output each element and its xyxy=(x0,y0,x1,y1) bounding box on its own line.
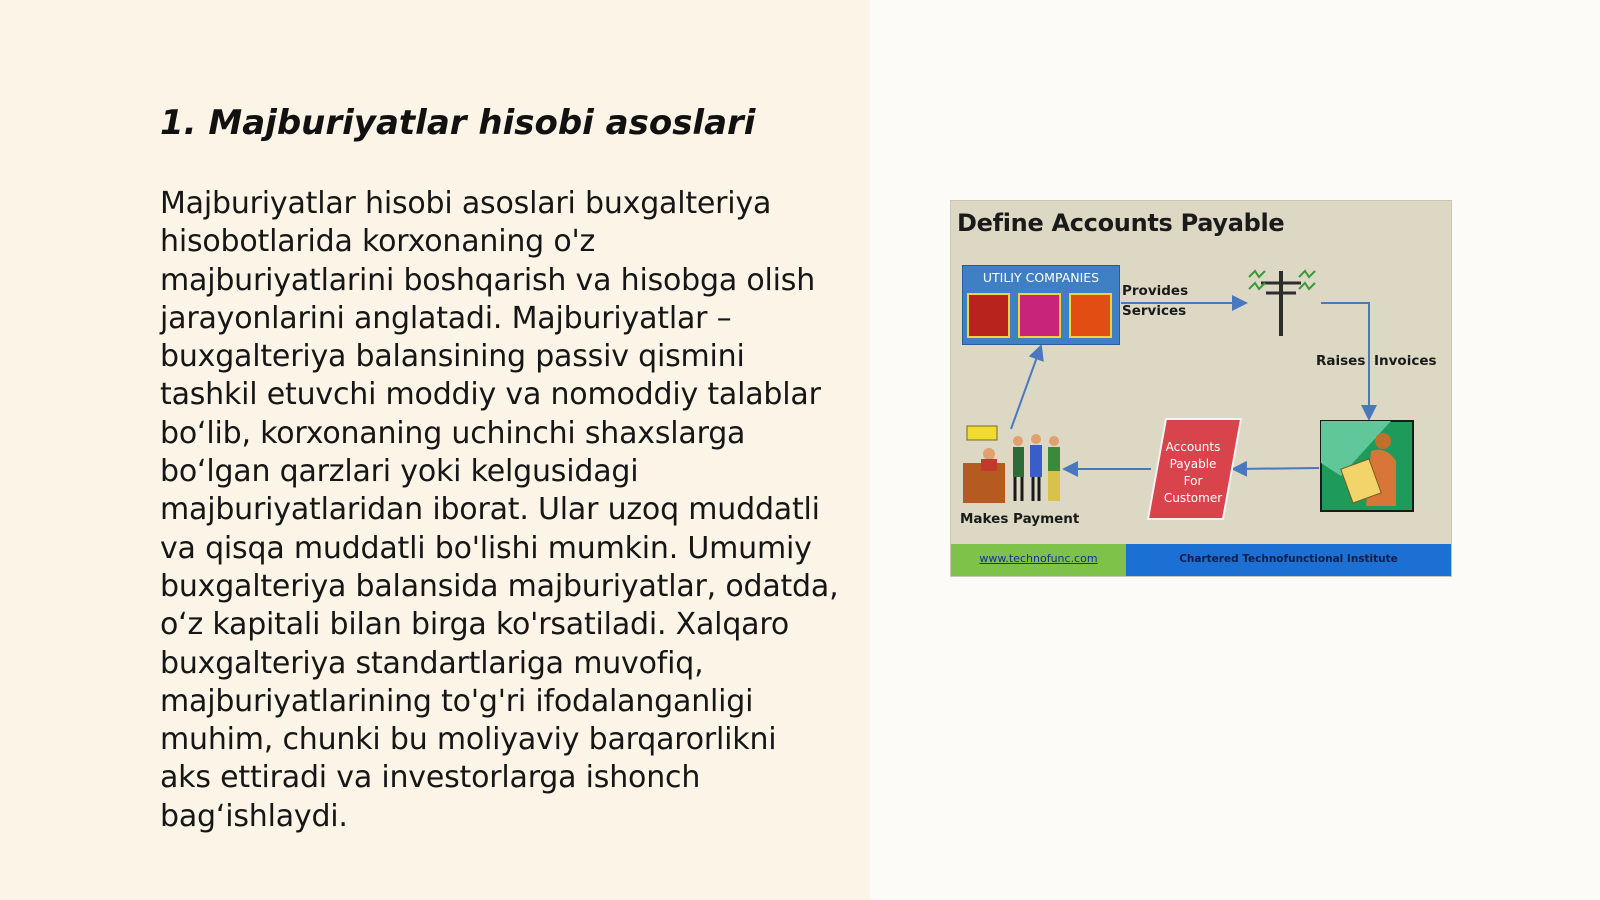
body-line: bo‘lgan qarzlari yoki kelgusidagi xyxy=(160,454,639,490)
body-line: jarayonlarini anglatadi. Majburiyatlar – xyxy=(160,300,732,336)
diagram-title: Define Accounts Payable xyxy=(957,209,1285,237)
raises-label: Raises xyxy=(1316,353,1366,369)
body-line: buxgalteriya balansining passiv qismini xyxy=(160,339,745,375)
slide-title: 1. Majburiyatlar hisobi asoslari xyxy=(160,103,756,143)
body-line: tashkil etuvchi moddiy va nomoddiy talablar xyxy=(160,377,821,413)
utility-companies-box xyxy=(962,265,1120,345)
invoice-to-ap-arrow xyxy=(1233,468,1319,469)
body-line: buxgalteriya balansida majburiyatlar, odatda, xyxy=(160,568,839,604)
footer-link[interactable]: www.technofunc.com xyxy=(979,552,1098,565)
body-line: muhim, chunki bu moliyaviy barqarorlikni xyxy=(160,722,777,758)
body-line: o‘z kapitali bilan birga ko'rsatiladi. Xalqaro xyxy=(160,607,789,643)
ap-line: Customer xyxy=(1163,491,1223,505)
ap-line: Accounts xyxy=(1165,440,1221,454)
body-line: buxgalteriya standartlariga muvofiq, xyxy=(160,645,704,681)
ap-box-label xyxy=(1158,439,1228,507)
body-line: majburiyatlarini boshqarish va hisobga olish xyxy=(160,262,816,298)
ap-line: Payable xyxy=(1169,457,1217,471)
utility-companies-label: UTILIY COMPANIES xyxy=(982,270,1100,285)
fire-icon xyxy=(1069,293,1112,338)
body-line: va qisqa muddatli bo'lishi mumkin. Umumiy xyxy=(160,530,812,566)
gas-meter-icon xyxy=(1018,293,1061,338)
slide-body xyxy=(160,185,860,836)
customers-queue-icon xyxy=(963,426,1060,503)
body-line: bag‘ishlaydi. xyxy=(160,798,348,834)
footer-link-bar xyxy=(951,544,1126,576)
makes-payment-label: Makes Payment xyxy=(960,511,1080,527)
footer-institute-bar xyxy=(1126,544,1451,576)
services-label: Services xyxy=(1122,303,1187,319)
body-line: hisobotlarida korxonaning o'z xyxy=(160,224,596,260)
invoice-person-icon xyxy=(1321,421,1413,511)
body-line: bo‘lib, korxonaning uchinchi shaxslarga xyxy=(160,415,746,451)
body-line: majburiyatlaridan iborat. Ular uzoq muddatli xyxy=(160,492,820,528)
invoices-label: Invoices xyxy=(1374,353,1437,369)
provides-label: Provides xyxy=(1122,283,1189,299)
body-line: majburiyatlarining to'g'ri ifodalanganligi xyxy=(160,683,754,719)
footer-institute: Chartered Technofunctional Institute xyxy=(1179,553,1398,565)
body-line: aks ettiradi va investorlarga ishonch xyxy=(160,760,701,796)
ap-line: For xyxy=(1183,474,1203,488)
payment-arrow xyxy=(1011,346,1041,429)
phone-icon xyxy=(967,293,1010,338)
accounts-payable-diagram xyxy=(950,200,1452,577)
body-line: Majburiyatlar hisobi asoslari buxgalteriya xyxy=(160,186,772,221)
power-line-icon xyxy=(1249,271,1315,336)
